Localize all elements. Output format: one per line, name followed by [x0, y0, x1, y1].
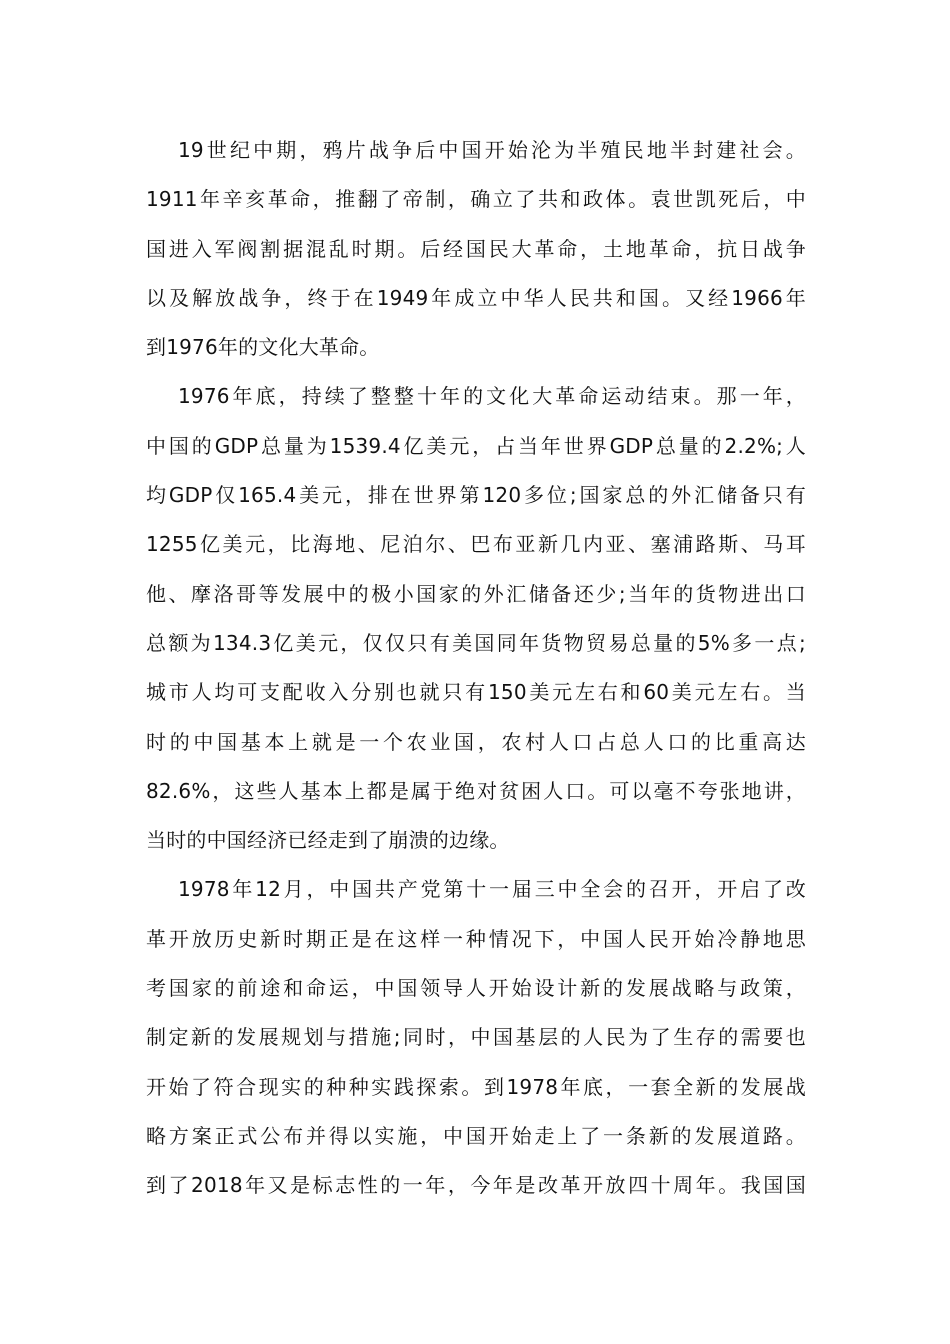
- paragraph-1-line-2: 1911年辛亥革命，推翻了帝制，确立了共和政体。袁世凯死后，中: [146, 187, 806, 212]
- paragraph-2-line-8: 时的中国基本上就是一个农业国，农村人口占总人口的比重高达: [146, 729, 806, 754]
- paragraph-3-line-6: 略方案正式公布并得以实施，中国开始走上了一条新的发展道路。: [146, 1123, 806, 1148]
- paragraph-1-line-1: 19世纪中期，鸦片战争后中国开始沦为半殖民地半封建社会。: [178, 138, 806, 162]
- paragraph-3-line-3: 考国家的前途和命运，中国领导人开始设计新的发展战略与政策，: [146, 976, 806, 1001]
- paragraph-2-line-1: 1976年底，持续了整整十年的文化大革命运动结束。那一年，: [178, 384, 806, 409]
- paragraph-2-line-6: 总额为134.3亿美元，仅仅只有美国同年货物贸易总量的5%多一点;: [146, 630, 806, 655]
- paragraph-1-line-5: 到1976年的文化大革命。: [146, 335, 380, 360]
- document-body: [146, 126, 806, 1211]
- paragraph-3-line-5: 开始了符合现实的种种实践探索。到1978年底，一套全新的发展战: [146, 1074, 806, 1099]
- paragraph-2-line-7: 城市人均可支配收入分别也就只有150美元左右和60美元左右。当: [146, 680, 806, 705]
- paragraph-2-line-3: 均GDP仅165.4美元，排在世界第120多位;国家总的外汇储备只有: [146, 483, 806, 508]
- paragraph-2-line-2: 中国的GDP总量为1539.4亿美元，占当年世界GDP总量的2.2%;人: [146, 433, 806, 458]
- paragraph-2-line-9: 82.6%，这些人基本上都是属于绝对贫困人口。可以毫不夸张地讲，: [146, 778, 806, 803]
- paragraph-3-line-7: 到了2018年又是标志性的一年，今年是改革开放四十周年。我国国: [146, 1173, 806, 1198]
- paragraph-2-line-10: 当时的中国经济已经走到了崩溃的边缘。: [146, 828, 510, 853]
- paragraph-2-line-5: 他、摩洛哥等发展中的极小国家的外汇储备还少;当年的货物进出口: [146, 581, 806, 606]
- paragraph-3-line-1: 1978年12月，中国共产党第十一届三中全会的召开，开启了改: [178, 877, 806, 902]
- paragraph-1-line-3: 国进入军阀割据混乱时期。后经国民大革命，土地革命，抗日战争: [146, 236, 806, 261]
- paragraph-1-line-4: 以及解放战争，终于在1949年成立中华人民共和国。又经1966年: [146, 285, 806, 310]
- paragraph-2-line-4: 1255亿美元，比海地、尼泊尔、巴布亚新几内亚、塞浦路斯、马耳: [146, 532, 806, 557]
- paragraph-3-line-4: 制定新的发展规划与措施;同时，中国基层的人民为了生存的需要也: [146, 1025, 806, 1050]
- paragraph-3-line-2: 革开放历史新时期正是在这样一种情况下，中国人民开始冷静地思: [146, 926, 806, 951]
